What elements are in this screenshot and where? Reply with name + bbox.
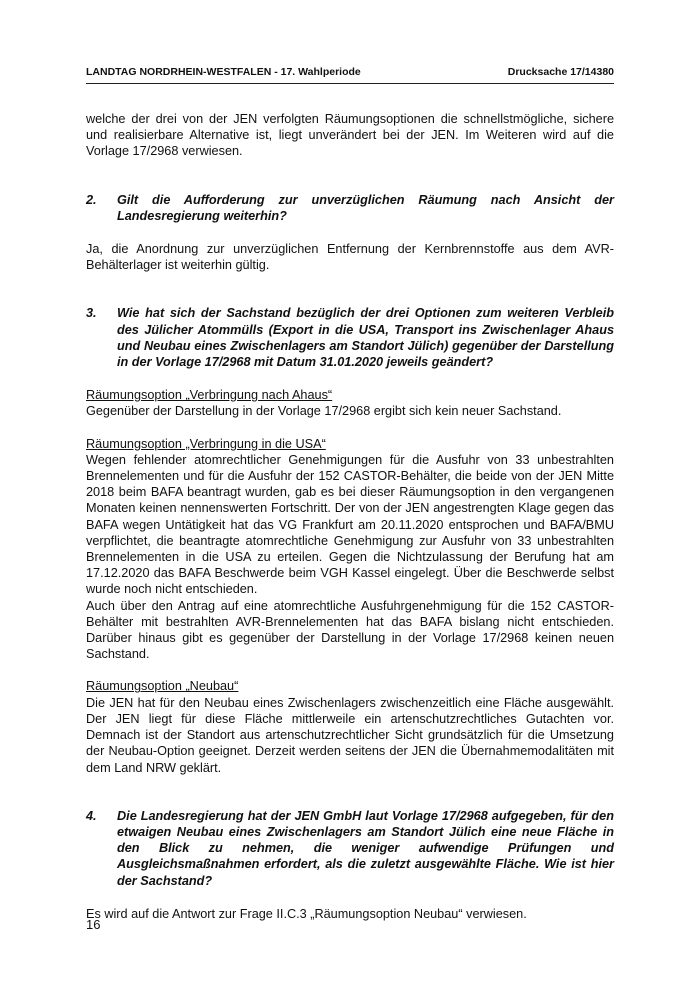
page-header [86,66,614,84]
question-3 [86,305,614,370]
answer-4: Es wird auf die Antwort zur Frage II.C.3 „Räumungsoption Neubau“ verwiesen. [86,906,527,921]
document-number: Drucksache 17/14380 [507,66,614,78]
question-number: 3. [86,306,97,321]
question-4 [86,808,614,889]
option-neubau-text: Die JEN hat für den Neubau eines Zwischenlagers zwischenzeitlich eine Fläche ausgewählt. Der JEN liegt für diese Fläche mittlerweile ein artenschutzrechtliches Gutachten vor. Demnach ist der Standort aus artenschutzrechtlicher Sicht grundsätzlich für die Umsetzung der Neubau-Option geeignet. Derzeit werden seitens der JEN die Übernahmemodalitäten mit dem Land NRW geklärt. [86,695,614,775]
page-number: 16 [86,917,101,932]
page-body [86,111,614,922]
header-title: LANDTAG NORDRHEIN-WESTFALEN - 17. Wahlperiode [86,66,361,78]
question-text: Wie hat sich der Sachstand bezüglich der drei Optionen zum weiteren Verbleib des Jülicher Atommülls (Export in die USA, Transport ins Zwischenlager Ahaus und Neubau eines Zwischenlagers am Standort Jülich) gegenüber der Darstellung in der Vorlage 17/2968 mit Datum 31.01.2020 jeweils geändert? [117,306,614,370]
option-usa-heading: Räumungsoption „Verbringung in die USA“ [86,436,326,451]
option-neubau-heading: Räumungsoption „Neubau“ [86,679,239,694]
question-number: 4. [86,808,97,823]
question-text: Gilt die Aufforderung zur unverzüglichen Räumung nach Ansicht der Landesregierung weiterhin? [117,192,614,223]
option-ahaus-text: Gegenüber der Darstellung in der Vorlage 17/2968 ergibt sich kein neuer Sachstand. [86,404,562,419]
question-text: Die Landesregierung hat der JEN GmbH laut Vorlage 17/2968 aufgegeben, für den etwaigen Neubau eines Zwischenlagers am Standort Jülich eine neue Fläche in den Blick zu nehmen, die weniger aufwendige Prüfungen und Ausgleichsmaßnahmen erfordert, als die zuletzt ausgewählte Fläche. Wie ist hier der Sachstand? [117,808,614,888]
question-2 [86,192,614,224]
option-usa-text: Wegen fehlender atomrechtlicher Genehmigungen für die Ausfuhr von 33 unbestrahlten Brennelementen und für die Ausfuhr der 152 CASTOR-Behälter, die beide von der JEN Mitte 2018 beim BAFA beantragt wurden, gab es bei dieser Räumungsoption in den vergangenen Monaten keinen nennenswerten Fortschritt. Der von der JEN angestrengten Klage gegen das BAFA wegen Untätigkeit hat das VG Frankfurt am 20.11.2020 entsprochen und BAFA/BMU verpflichtet, die beantragte atomrechtliche Genehmigung zur Ausfuhr von 33 unbestrahlten Brennelementen in die USA zu erteilen. Gegen die Nichtzulassung der Berufung hat am 17.12.2020 das BAFA Beschwerde beim VGH Kassel eingelegt. Über die Beschwerde selbst wurde noch nicht entschieden. [86,452,614,597]
option-usa-text-continued: Auch über den Antrag auf eine atomrechtliche Ausfuhrgenehmigung für die 152 CASTOR-Behälter mit bestrahlten AVR-Brennelementen hat das BAFA bislang nicht entschieden. Darüber hinaus gibt es gegenüber der Darstellung in der Vorlage 17/2968 keinen neuen Sachstand. [86,598,614,662]
option-ahaus-heading: Räumungsoption „Verbringung nach Ahaus“ [86,388,333,403]
question-number: 2. [86,192,97,207]
intro-paragraph: welche der drei von der JEN verfolgten Räumungsoptionen die schnellstmögliche, sichere und realisierbare Alternative ist, liegt unverändert bei der JEN. Im Weiteren wird auf die Vorlage 17/2968 verwiesen. [86,112,614,159]
answer-2: Ja, die Anordnung zur unverzüglichen Entfernung der Kernbrennstoffe aus dem AVR-Behälterlager ist weiterhin gültig. [86,242,614,273]
